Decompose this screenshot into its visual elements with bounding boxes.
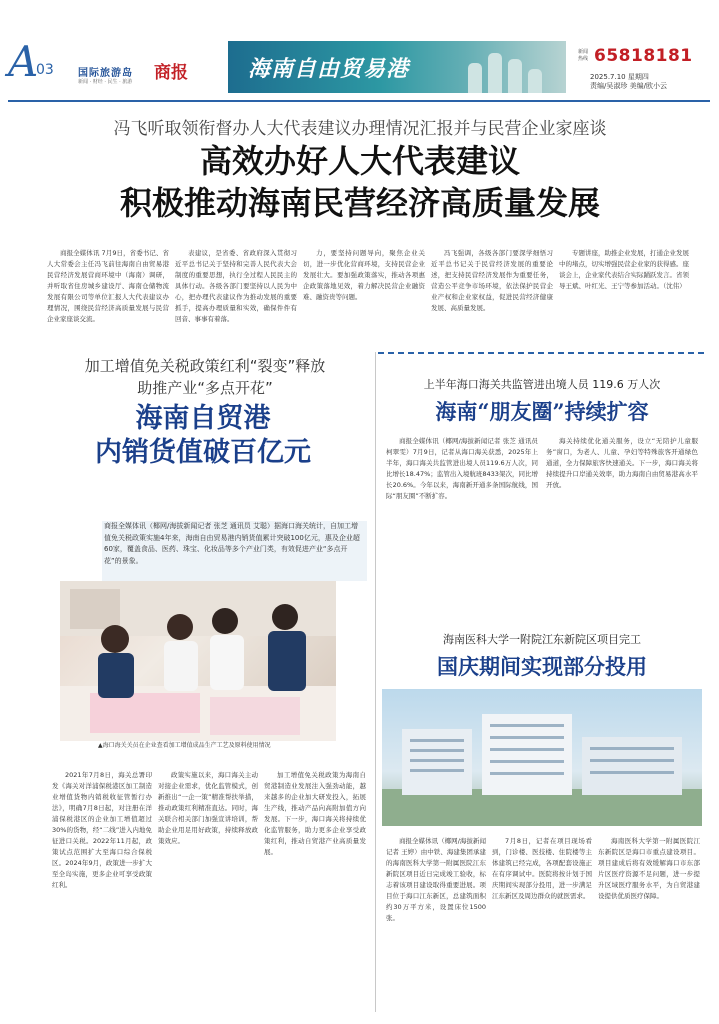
- right-top-column: 海关持续优化通关服务，设立“无陪护儿童服务”窗口，为老人、儿童、孕妇等特殊旅客开通绿色通道，全力保障旅客快速通关。下一步，海口海关将持续提升口岸通关效率，助力海南自由贸易港高水平开放。: [546, 437, 698, 489]
- brand-sub: 新闻 · 财经 · 民生 · 旅游: [78, 79, 133, 85]
- left-summary: 商报全媒体讯（椰网/海拔新闻记者 张芝 通讯员 艾聪）据海口海关统计，自加工增值免关税政策实施4年来，海南自由贸易港内销货值累计突破100亿元，惠及企业超60家，覆盖食品、医药、珠宝、化妆品等多个产业门类，有效促进产业“多点开花”的景象。: [102, 521, 367, 581]
- hotline-number: 65818181: [594, 46, 693, 66]
- banner-title: 海南自由贸易港: [248, 56, 410, 82]
- section-banner: [228, 41, 566, 93]
- left-column: 政策实施以来，海口海关主动对接企业需求，优化监管模式，创新推出“一企一策”精准帮扶举措，推动政策红利精准直达。同时，海关联合相关部门加强宣讲培训，帮助企业用足用好政策，持续释放政策效应。: [158, 771, 258, 845]
- tower-shape: [468, 63, 482, 93]
- lead-headline-2: 积极推动海南民营经济高质量发展: [119, 184, 600, 222]
- lead-column: 商报全媒体讯 7月9日，省委书记、省人大常委会主任冯飞前往海南自由贸易港民营经济发展营商环境中（海南）调研，并听取省住房城乡建设厅、海南仓储物流发展有限公司等单位汇报人大代表建议办理情况，围绕民营经济高质量发展与民营企业家座谈交流。: [47, 249, 169, 323]
- right-bottom-column: 海南医科大学第一附属医院江东新院区是海口市重点建设项目。项目建成后将有效缓解海口市东部片区医疗资源不足问题，进一步提升区域医疗服务水平，为自贸港建设提供优质医疗保障。: [598, 837, 700, 900]
- left-column: 加工增值免关税政策为海南自贸港制造业发展注入强劲动能，越来越多的企业加大研发投入，拓展生产线，推动产品向高附加值方向发展。下一步，海口海关将持续优化监管服务，助力更多企业享受政策红利，推动自贸港产业高质量发展。: [264, 771, 366, 856]
- photo-caption: ▲海口海关关员在企业查看加工增值成品生产工艺及原料使用情况: [98, 742, 271, 749]
- right-top-kicker: 上半年海口海关共监管进出境人员 119.6 万人次: [423, 378, 661, 391]
- lead-column: 冯飞强调，各级各部门要深学细悟习近平总书记关于民营经济发展的重要论述，把支持民营经济发展作为重要任务，营造公平竞争市场环境，依法保护民营企业产权和企业家权益，促进民营经济健康发展、高质量发展。: [431, 249, 553, 312]
- page-letter: A: [8, 37, 39, 86]
- page-marker: [8, 37, 54, 90]
- tower-shape: [488, 53, 502, 93]
- issue-date: 2025.7.10 星期四: [590, 73, 649, 81]
- left-headline: [28, 402, 378, 470]
- left-headline-line-1: 海南自贸港: [135, 403, 271, 434]
- left-kicker-line-2: 助推产业“多点开花”: [137, 379, 273, 397]
- newspaper-logo: [78, 58, 203, 86]
- tower-shape: [528, 69, 542, 93]
- lead-kicker: 冯飞听取领衔督办人大代表建议办理情况汇报并与民营企业家座谈: [113, 119, 607, 139]
- tower-shape: [508, 59, 522, 93]
- page-number: 03: [36, 62, 54, 78]
- left-headline-line-2: 内销货值破百亿元: [95, 437, 311, 468]
- editor-credits: 责编/吴淑珍 美编/欧小云: [590, 82, 667, 90]
- hospital-building-photo: [382, 689, 702, 826]
- left-column: 2021年7月8日，海关总署印发《海关对洋浦保税港区加工制造业增值货物内销税收征管暂行办法》，明确7月8日起，对注册在洋浦保税港区的企业加工增值超过30%的货物，经“二线”进入内地免征进口关税。2022年11月起，政策试点范围扩大至海口综合保税区。2024年9月，政策进一步扩大至全岛实施，更多企业可享受政策红利。: [52, 771, 152, 889]
- story-divider: [378, 352, 704, 354]
- customs-officers-photo: [60, 581, 336, 741]
- lead-column: 力，要坚持问题导向，聚焦企业关切，进一步优化营商环境，支持民营企业发展壮大。要加强政策落实，推动各项惠企政策落地见效，着力解决民营企业融资难、融资贵等问题。: [303, 249, 425, 301]
- lead-column: 表建议，是省委、省政府深入贯彻习近平总书记关于坚持和完善人民代表大会制度的重要思想，执行全过程人民民主的具体行动。各级各部门要坚持以人民为中心，把办理代表建议作为推动发展的重要抓手，提高办理质量和实效，确保件件有回音、事事有着落。: [175, 249, 297, 323]
- column-divider: [375, 352, 376, 1012]
- right-bottom-column: 7月8日，记者在项目现场看到，门诊楼、医技楼、住院楼等主体建筑已经完成，各项配套设施正在有序调试中。医院将按计划于国庆期间实现部分投用，进一步满足江东新区及周边群众的就医需求。: [492, 837, 592, 900]
- lead-headline-1: 高效办好人大代表建议: [199, 142, 520, 180]
- issue-meta: [590, 73, 705, 91]
- hotline-label: 新闻热线: [578, 49, 589, 62]
- right-top-column: 商报全媒体讯（椰网/海拔新闻记者 张芝 通讯员 柯翠雯）7月9日，记者从海口海关获悉，2025年上半年，海口海关共监管进出境人员119.6万人次，同比增长18.47%；监管出入境航班8433架次，同比增长20.6%。今年以来，海南新开通多条国际航线，国际“朋友圈”不断扩容。: [386, 437, 538, 500]
- header-rule: [8, 100, 710, 102]
- brand-text: 国际旅游岛: [78, 68, 133, 79]
- news-hotline: [578, 46, 706, 66]
- right-top-headline: 海南“朋友圈”持续扩容: [435, 399, 649, 424]
- right-bottom-column: 商报全媒体讯（椰网/海拔新闻记者 王婷）由中铁、海建集团承建的海南医科大学第一附属医院江东新院区项目近日完成竣工验收，标志着该项目建设取得重要进展。项目位于海口江东新区，总建筑面积约30万平方米，设置床位1500张。: [386, 837, 486, 922]
- lead-column: 专题讲座，助推企业发展，打通企业发展中的堵点，切实增强民营企业家的获得感。座谈会上，企业家代表结合实际踊跃发言。省领导王斌、叶红光、王宁等参加活动。（沈伟）: [559, 249, 689, 290]
- right-bottom-headline: 国庆期间实现部分投用: [437, 654, 647, 679]
- right-bottom-kicker: 海南医科大学一附院江东新院区项目完工: [443, 633, 641, 646]
- left-kicker-line-1: 加工增值免关税政策红利“裂变”释放: [84, 357, 326, 375]
- left-kicker: [40, 355, 370, 399]
- brand-name: 商报: [154, 63, 188, 83]
